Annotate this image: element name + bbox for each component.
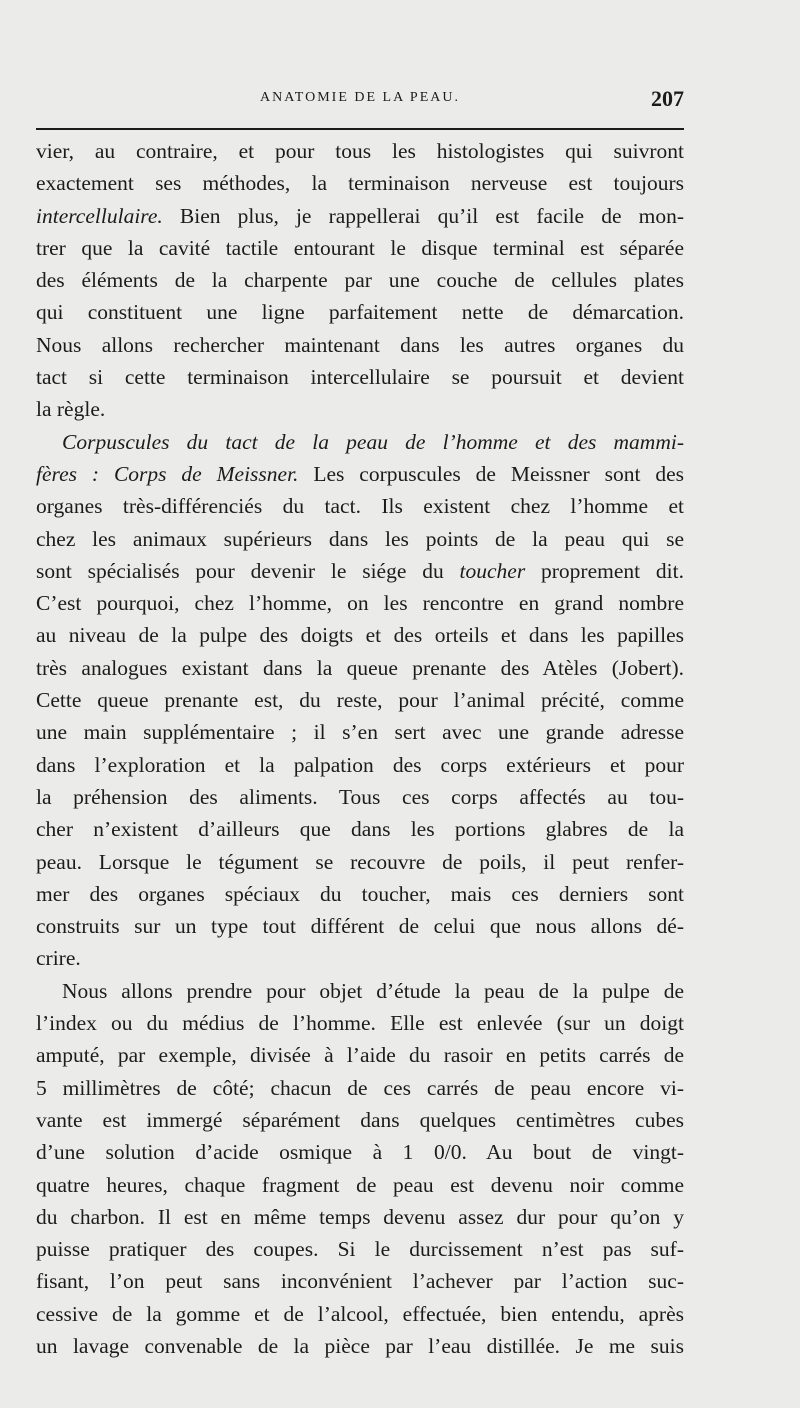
text-line bbox=[36, 361, 684, 393]
text-line bbox=[36, 1233, 684, 1265]
text-run: amputé, par exemple, divisée à l’aide du rasoir en petits carrés de bbox=[36, 1043, 684, 1068]
text-line bbox=[36, 846, 684, 878]
text-line bbox=[36, 749, 684, 781]
text-run: puisse pratiquer des coupes. Si le durcissement n’est pas suf- bbox=[36, 1237, 684, 1262]
text-line bbox=[36, 1298, 684, 1330]
text-line bbox=[36, 652, 684, 684]
text-line bbox=[36, 1007, 684, 1039]
text-line bbox=[36, 781, 684, 813]
text-line bbox=[36, 1104, 684, 1136]
text-line bbox=[36, 878, 684, 910]
text-run: crire. bbox=[36, 946, 81, 971]
text-run: l’index ou du médius de l’homme. Elle est enlevée (sur un doigt bbox=[36, 1011, 684, 1036]
text-run: un lavage convenable de la pièce par l’eau distillée. Je me suis bbox=[36, 1333, 684, 1358]
text-line bbox=[36, 684, 684, 716]
header-rule bbox=[36, 128, 684, 130]
text-line bbox=[36, 523, 684, 555]
text-line bbox=[36, 296, 684, 328]
text-line bbox=[36, 1265, 684, 1297]
text-line bbox=[36, 458, 684, 490]
text-run: 5 millimètres de côté; chacun de ces carrés de peau encore vi- bbox=[36, 1075, 684, 1100]
text-line bbox=[36, 1201, 684, 1233]
text-run: exactement ses méthodes, la terminaison nerveuse est toujours bbox=[36, 171, 684, 196]
text-run: trer que la cavité tactile entourant le disque terminal est séparée bbox=[36, 235, 684, 260]
text-line bbox=[36, 813, 684, 845]
body-text bbox=[36, 135, 684, 1362]
running-head bbox=[36, 88, 684, 112]
text-run: une main supplémentaire ; il s’en sert avec une grande adresse bbox=[36, 720, 684, 745]
text-run: vier, au contraire, et pour tous les histologistes qui suivront bbox=[36, 139, 684, 163]
text-run: Bien plus, je rappellerai qu’il est facile de mon- bbox=[162, 203, 684, 228]
text-run: la préhension des aliments. Tous ces corps affectés au tou- bbox=[36, 784, 684, 809]
text-run: peau. Lorsque le tégument se recouvre de poils, il peut renfer- bbox=[36, 849, 684, 874]
italic-text: intercellulaire. bbox=[36, 203, 163, 228]
text-run: Cette queue prenante est, du reste, pour l’animal précité, comme bbox=[36, 688, 684, 713]
text-line bbox=[36, 329, 684, 361]
text-line bbox=[36, 490, 684, 522]
text-run: qui constituent une ligne parfaitement nette de démarcation. bbox=[36, 300, 684, 325]
text-run: quatre heures, chaque fragment de peau est devenu noir comme bbox=[36, 1172, 684, 1197]
text-run: la règle. bbox=[36, 397, 106, 422]
text-line bbox=[36, 587, 684, 619]
text-line bbox=[36, 1330, 684, 1362]
text-run: mer des organes spéciaux du toucher, mais ces derniers sont bbox=[36, 881, 684, 906]
text-run: chez les animaux supérieurs dans les points de la peau qui se bbox=[36, 526, 684, 551]
text-run: cessive de la gomme et de l’alcool, effectuée, bien entendu, après bbox=[36, 1301, 684, 1326]
text-line bbox=[36, 619, 684, 651]
text-line bbox=[36, 200, 684, 232]
text-run: C’est pourquoi, chez l’homme, on les rencontre en grand nombre bbox=[36, 591, 684, 616]
text-run: tact si cette terminaison intercellulaire se poursuit et devient bbox=[36, 365, 684, 390]
text-line bbox=[36, 716, 684, 748]
text-line bbox=[36, 910, 684, 942]
text-run: très analogues existant dans la queue prenante des Atèles (Jobert). bbox=[36, 655, 684, 680]
text-line bbox=[36, 555, 684, 587]
italic-text: fères : Corps de Meissner. bbox=[36, 461, 299, 486]
text-run: sont spécialisés pour devenir le siége du bbox=[36, 558, 460, 583]
text-line bbox=[36, 135, 684, 167]
text-line bbox=[36, 264, 684, 296]
italic-text: Corpuscules du tact de la peau de l’homme et des mammi- bbox=[62, 429, 684, 454]
text-run: dans l’exploration et la palpation des corps extérieurs et pour bbox=[36, 752, 684, 777]
text-run: au niveau de la pulpe des doigts et des orteils et dans les papilles bbox=[36, 623, 684, 648]
text-run: organes très-différenciés du tact. Ils existent chez l’homme et bbox=[36, 494, 684, 519]
text-line bbox=[36, 1072, 684, 1104]
text-line bbox=[36, 393, 684, 425]
text-line bbox=[36, 975, 684, 1007]
text-run: du charbon. Il est en même temps devenu assez dur pour qu’on y bbox=[36, 1204, 684, 1229]
text-run: proprement dit. bbox=[525, 558, 684, 583]
text-run: cher n’existent d’ailleurs que dans les portions glabres de la bbox=[36, 817, 684, 842]
text-line bbox=[36, 1136, 684, 1168]
text-run: construits sur un type tout différent de celui que nous allons dé- bbox=[36, 914, 684, 939]
text-run: fisant, l’on peut sans inconvénient l’achever par l’action suc- bbox=[36, 1269, 684, 1294]
text-run: vante est immergé séparément dans quelques centimètres cubes bbox=[36, 1107, 684, 1132]
text-line bbox=[36, 942, 684, 974]
running-title: ANATOMIE DE LA PEAU. bbox=[260, 90, 460, 105]
text-run: d’une solution d’acide osmique à 1 0/0. Au bout de vingt- bbox=[36, 1140, 684, 1165]
text-line bbox=[36, 1169, 684, 1201]
text-line bbox=[36, 167, 684, 199]
italic-text: toucher bbox=[459, 558, 526, 583]
text-run: Les corpuscules de Meissner sont des bbox=[298, 461, 684, 486]
text-run: des éléments de la charpente par une couche de cellules plates bbox=[36, 268, 684, 293]
text-line bbox=[36, 1039, 684, 1071]
text-line bbox=[36, 426, 684, 458]
text-run: Nous allons prendre pour objet d’étude la peau de la pulpe de bbox=[62, 978, 684, 1003]
text-line bbox=[36, 232, 684, 264]
page-number: 207 bbox=[651, 86, 684, 111]
text-run: Nous allons rechercher maintenant dans les autres organes du bbox=[36, 332, 684, 357]
